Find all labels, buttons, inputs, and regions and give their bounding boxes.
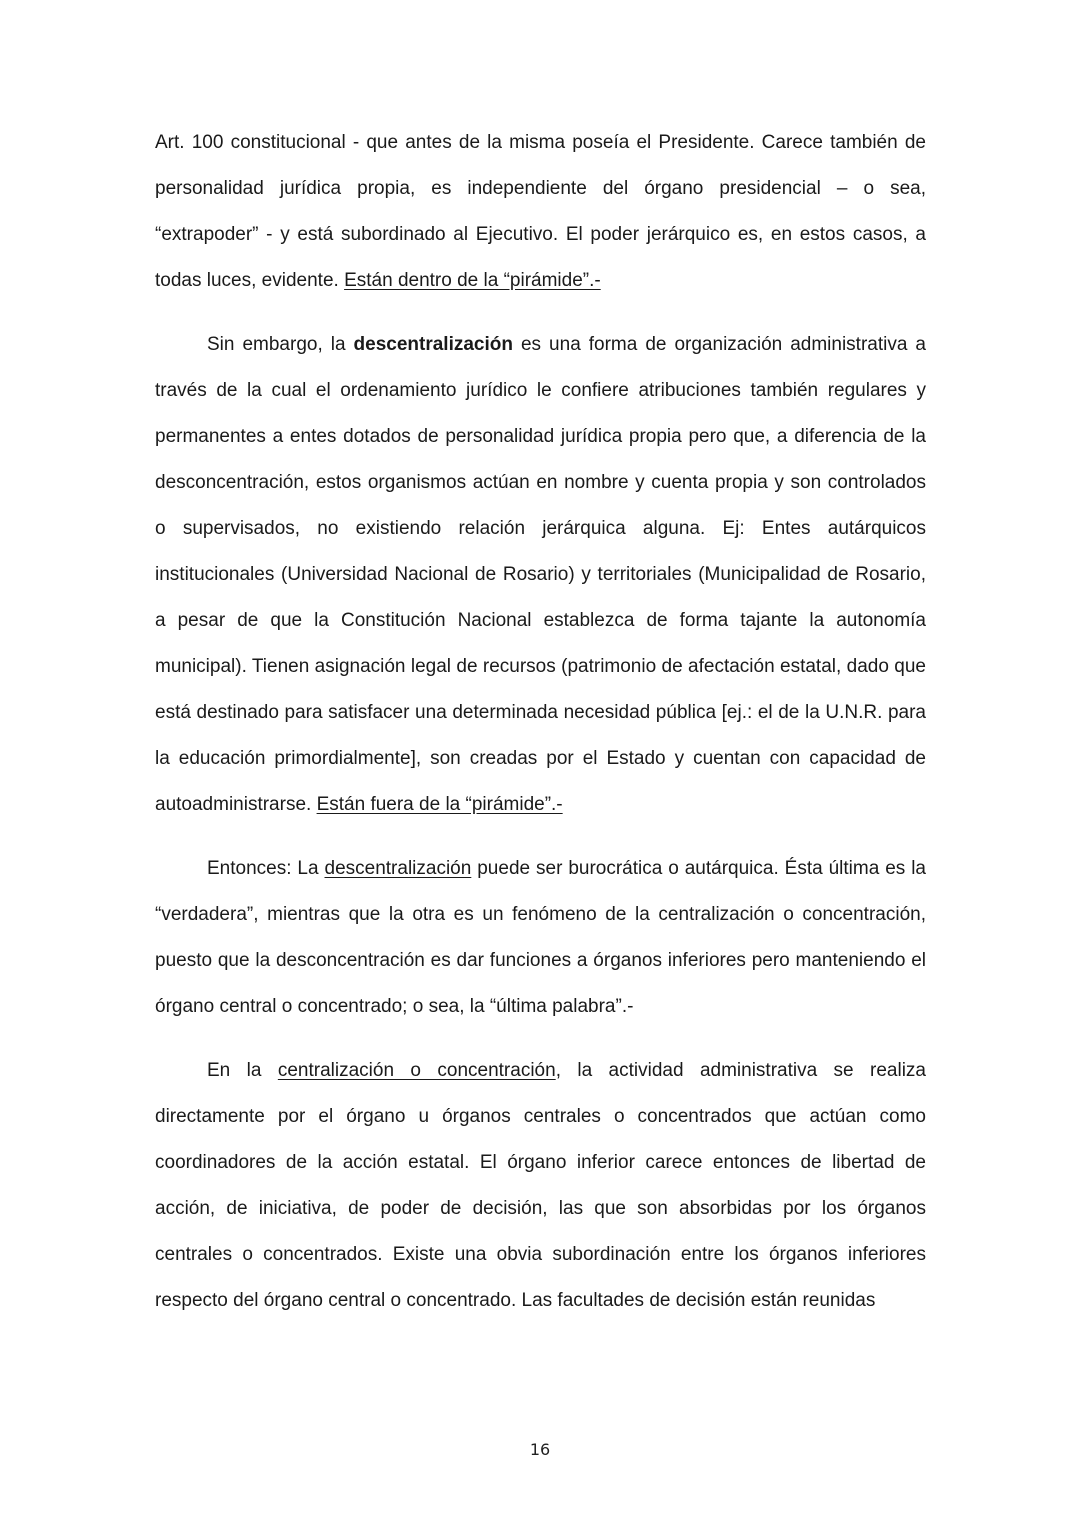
paragraph-2-text: es una forma de organización administrativa a través de la cual el ordenamiento jurídico le confiere atribuciones también regulares y permanentes a entes dotados de personalidad jurídica propia pero que, a diferencia de la desconcentración, estos organismos actúan en nombre y cuenta propia y son controlados o supervisados, no existiendo relación jerárquica alguna. Ej: Entes autárquicos institucionales (Universidad Nacional de Rosario) y territoriales (Municipalidad de Rosario, a pesar de que la Constitución Nacional establezca de forma tajante la autonomía municipal). Tienen asignación legal de recursos (patrimonio de afectación estatal, dado que está destinado para satisfacer una determinada necesidad pública [ej.: el de la U.N.R. para la educación primordialmente], son creadas por el Estado y cuentan con capacidad de autoadministrarse.: [155, 334, 926, 815]
paragraph-2-text-start: Sin embargo, la: [207, 334, 354, 355]
paragraph-1-text: Art. 100 constitucional - que antes de la misma poseía el Presidente. Carece también de personalidad jurídica propia, es independiente del órgano presidencial – o sea, “extrapoder” - y está subordinado al Ejecutivo. El poder jerárquico es, en estos casos, a todas luces, evidente.: [155, 132, 926, 291]
paragraph-4-text-start: En la: [207, 1060, 278, 1081]
paragraph-1-underlined: Están dentro de la “pirámide”.-: [344, 270, 601, 291]
document-body: [155, 120, 926, 1324]
paragraph-3: [155, 846, 926, 1030]
paragraph-2-bold-term: descentralización: [353, 334, 513, 355]
paragraph-4-text: , la actividad administrativa se realiza directamente por el órgano u órganos centrales o concentrados que actúan como coordinadores de la acción estatal. El órgano inferior carece entonces de libertad de acción, de iniciativa, de poder de decisión, las que son absorbidas por los órganos centrales o concentrados. Existe una obvia subordinación entre los órganos inferiores respecto del órgano central o concentrado. Las facultades de decisión están reunidas: [155, 1060, 927, 1311]
paragraph-3-underlined-term: descentralización: [324, 858, 472, 879]
paragraph-2-underlined: Están fuera de la “pirámide”.-: [316, 794, 563, 815]
paragraph-4: [155, 1048, 926, 1324]
page-number: 16: [529, 1440, 551, 1459]
paragraph-2: [155, 322, 926, 828]
paragraph-1: [155, 120, 926, 304]
paragraph-3-text-start: Entonces: La: [207, 858, 325, 879]
paragraph-4-underlined-term: centralización o concentración: [277, 1060, 556, 1081]
paragraph-3-text: puede ser burocrática o autárquica. Ésta última es la “verdadera”, mientras que la otra es un fenómeno de la centralización o concentración, puesto que la desconcentración es dar funciones a órganos inferiores pero manteniendo el órgano central o concentrado; o sea, la “última palabra”.-: [155, 858, 926, 1017]
